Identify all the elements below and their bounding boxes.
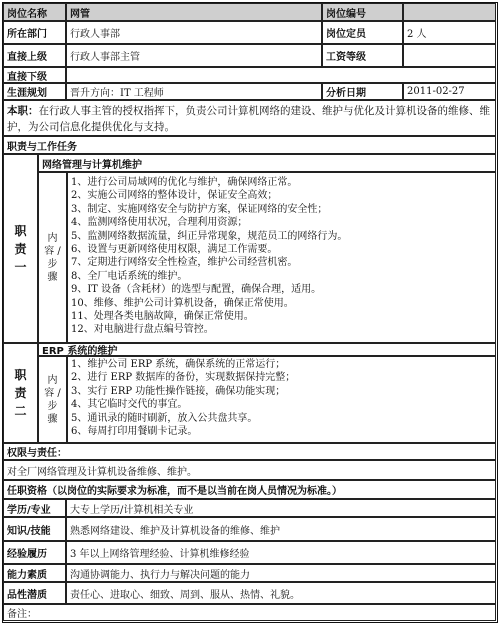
duty2-task-list [67, 356, 496, 443]
summary-text: 在行政人事主管的授权指挥下，负责公司计算机网络的建设、维护与优化及计算机设备的维修、维护，为公司信息化提供优化与支持。 [7, 105, 490, 133]
staffing-label: 岗位定员 [322, 21, 403, 44]
qual-experience-value: 3 年以上网络管理经验、计算机维修经验 [66, 541, 496, 564]
summary-label: 本职： [7, 105, 39, 117]
duty1-item-12: 12、对电脑进行盘点编号管控。 [71, 324, 214, 336]
dept-label: 所在部门 [3, 21, 66, 44]
qual-experience-label: 经验履历 [3, 541, 66, 564]
duty1-item-2: 2、实施公司网络的整体设计，保证安全高效； [71, 190, 278, 202]
superior-value: 行政人事部主管 [66, 44, 322, 67]
analysis-date-value: 2011-02-27 [403, 83, 496, 100]
subordinate-value [66, 67, 496, 83]
remarks-label: 备注： [3, 604, 496, 621]
duty1-item-4: 4、监测网络使用状况，合理利用资源； [71, 217, 248, 229]
duty1-item-11: 11、处理各类电脑故障，确保正常使用。 [71, 311, 254, 323]
qualification-heading: 任职资格（以岗位的实际要求为标准，而不是以当前在岗人员情况为标准。） [3, 480, 496, 499]
duty2-item-1: 1、维护公司 ERP 系统，确保系统的正常运行； [71, 359, 286, 370]
qual-character-value: 责任心、进取心、细致、周到、服从、热情、礼貌。 [66, 582, 496, 604]
duty1-item-3: 3、制定、实施网络安全与防护方案，保证网络的安全性； [71, 203, 328, 215]
duty2-item-4: 4、其它临时交代的事宜。 [71, 399, 188, 411]
qual-education-value: 大专上学历/计算机相关专业 [66, 499, 496, 517]
duty2-title: ERP 系统的维护 [38, 343, 496, 356]
dept-value: 行政人事部 [66, 21, 322, 44]
career-label: 生涯规划 [3, 83, 66, 100]
duty1-task-list [67, 172, 496, 343]
duty1-item-10: 10、维修、维护公司计算机设备，确保正常使用。 [71, 297, 294, 309]
authority-label: 权限与责任： [3, 443, 496, 460]
job-name-value: 网管 [66, 3, 322, 21]
job-description-form [2, 2, 498, 623]
subordinate-label: 直接下级 [3, 67, 66, 83]
duty1-item-1: 1、进行公司局域网的优化与维护，确保网络正常。 [71, 177, 298, 188]
job-summary [3, 100, 496, 136]
qual-education-label: 学历/专业 [3, 499, 66, 517]
duty2-side-label: 职 责 二 [3, 343, 38, 443]
job-no-label: 岗位编号 [322, 3, 403, 21]
duty1-item-5: 5、监测网络数据流量，纠正异常现象，规范员工的网络行为。 [71, 230, 348, 242]
duty2-item-5: 5、通讯录的随时刷新，放入公共盘共享。 [71, 412, 258, 424]
duty1-content-label: 内 容 / 步 骤 [38, 172, 67, 343]
job-name-label: 岗位名称 [3, 3, 66, 21]
grade-label: 工资等级 [322, 44, 403, 67]
duty1-item-6: 6、设置与更新网络使用权限，满足工作需要。 [71, 244, 278, 256]
duty1-item-9: 9、IT 设备（含耗材）的选型与配置，确保合理，适用。 [71, 284, 322, 296]
duty1-title: 网络管理与计算机维护 [38, 154, 496, 172]
duty2-item-3: 3、实行 ERP 功能性操作链接，确保功能实现； [71, 385, 286, 397]
qual-skills-value: 熟悉网络建设、维护及计算机设备的维修、维护 [66, 517, 496, 541]
job-no-value [403, 3, 496, 21]
duty1-item-8: 8、全厂电话系统的维护。 [71, 270, 188, 282]
qual-character-label: 品性潜质 [3, 582, 66, 604]
duty1-side-label: 职 责 一 [3, 154, 38, 343]
qual-skills-label: 知识/技能 [3, 517, 66, 541]
qual-ability-label: 能力素质 [3, 564, 66, 582]
superior-label: 直接上级 [3, 44, 66, 67]
career-value: 晋升方向：IT 工程师 [66, 83, 322, 100]
duty1-item-7: 7、定期进行网络安全性检查，维护公司经营机密。 [71, 257, 298, 269]
analysis-date-label: 分析日期 [322, 83, 403, 100]
authority-text: 对全厂网络管理及计算机设备维修、维护。 [3, 460, 496, 480]
qual-ability-value: 沟通协调能力、执行力与解决问题的能力 [66, 564, 496, 582]
staffing-value: 2 人 [403, 21, 496, 44]
duty2-item-6: 6、每周打印用餐刷卡记录。 [71, 426, 198, 438]
duties-heading: 职责与工作任务 [3, 136, 496, 154]
grade-value [403, 44, 496, 67]
duty2-content-label: 内 容 / 步 骤 [38, 356, 67, 443]
duty2-item-2: 2、进行 ERP 数据库的备份，实现数据保持完整； [71, 372, 296, 384]
